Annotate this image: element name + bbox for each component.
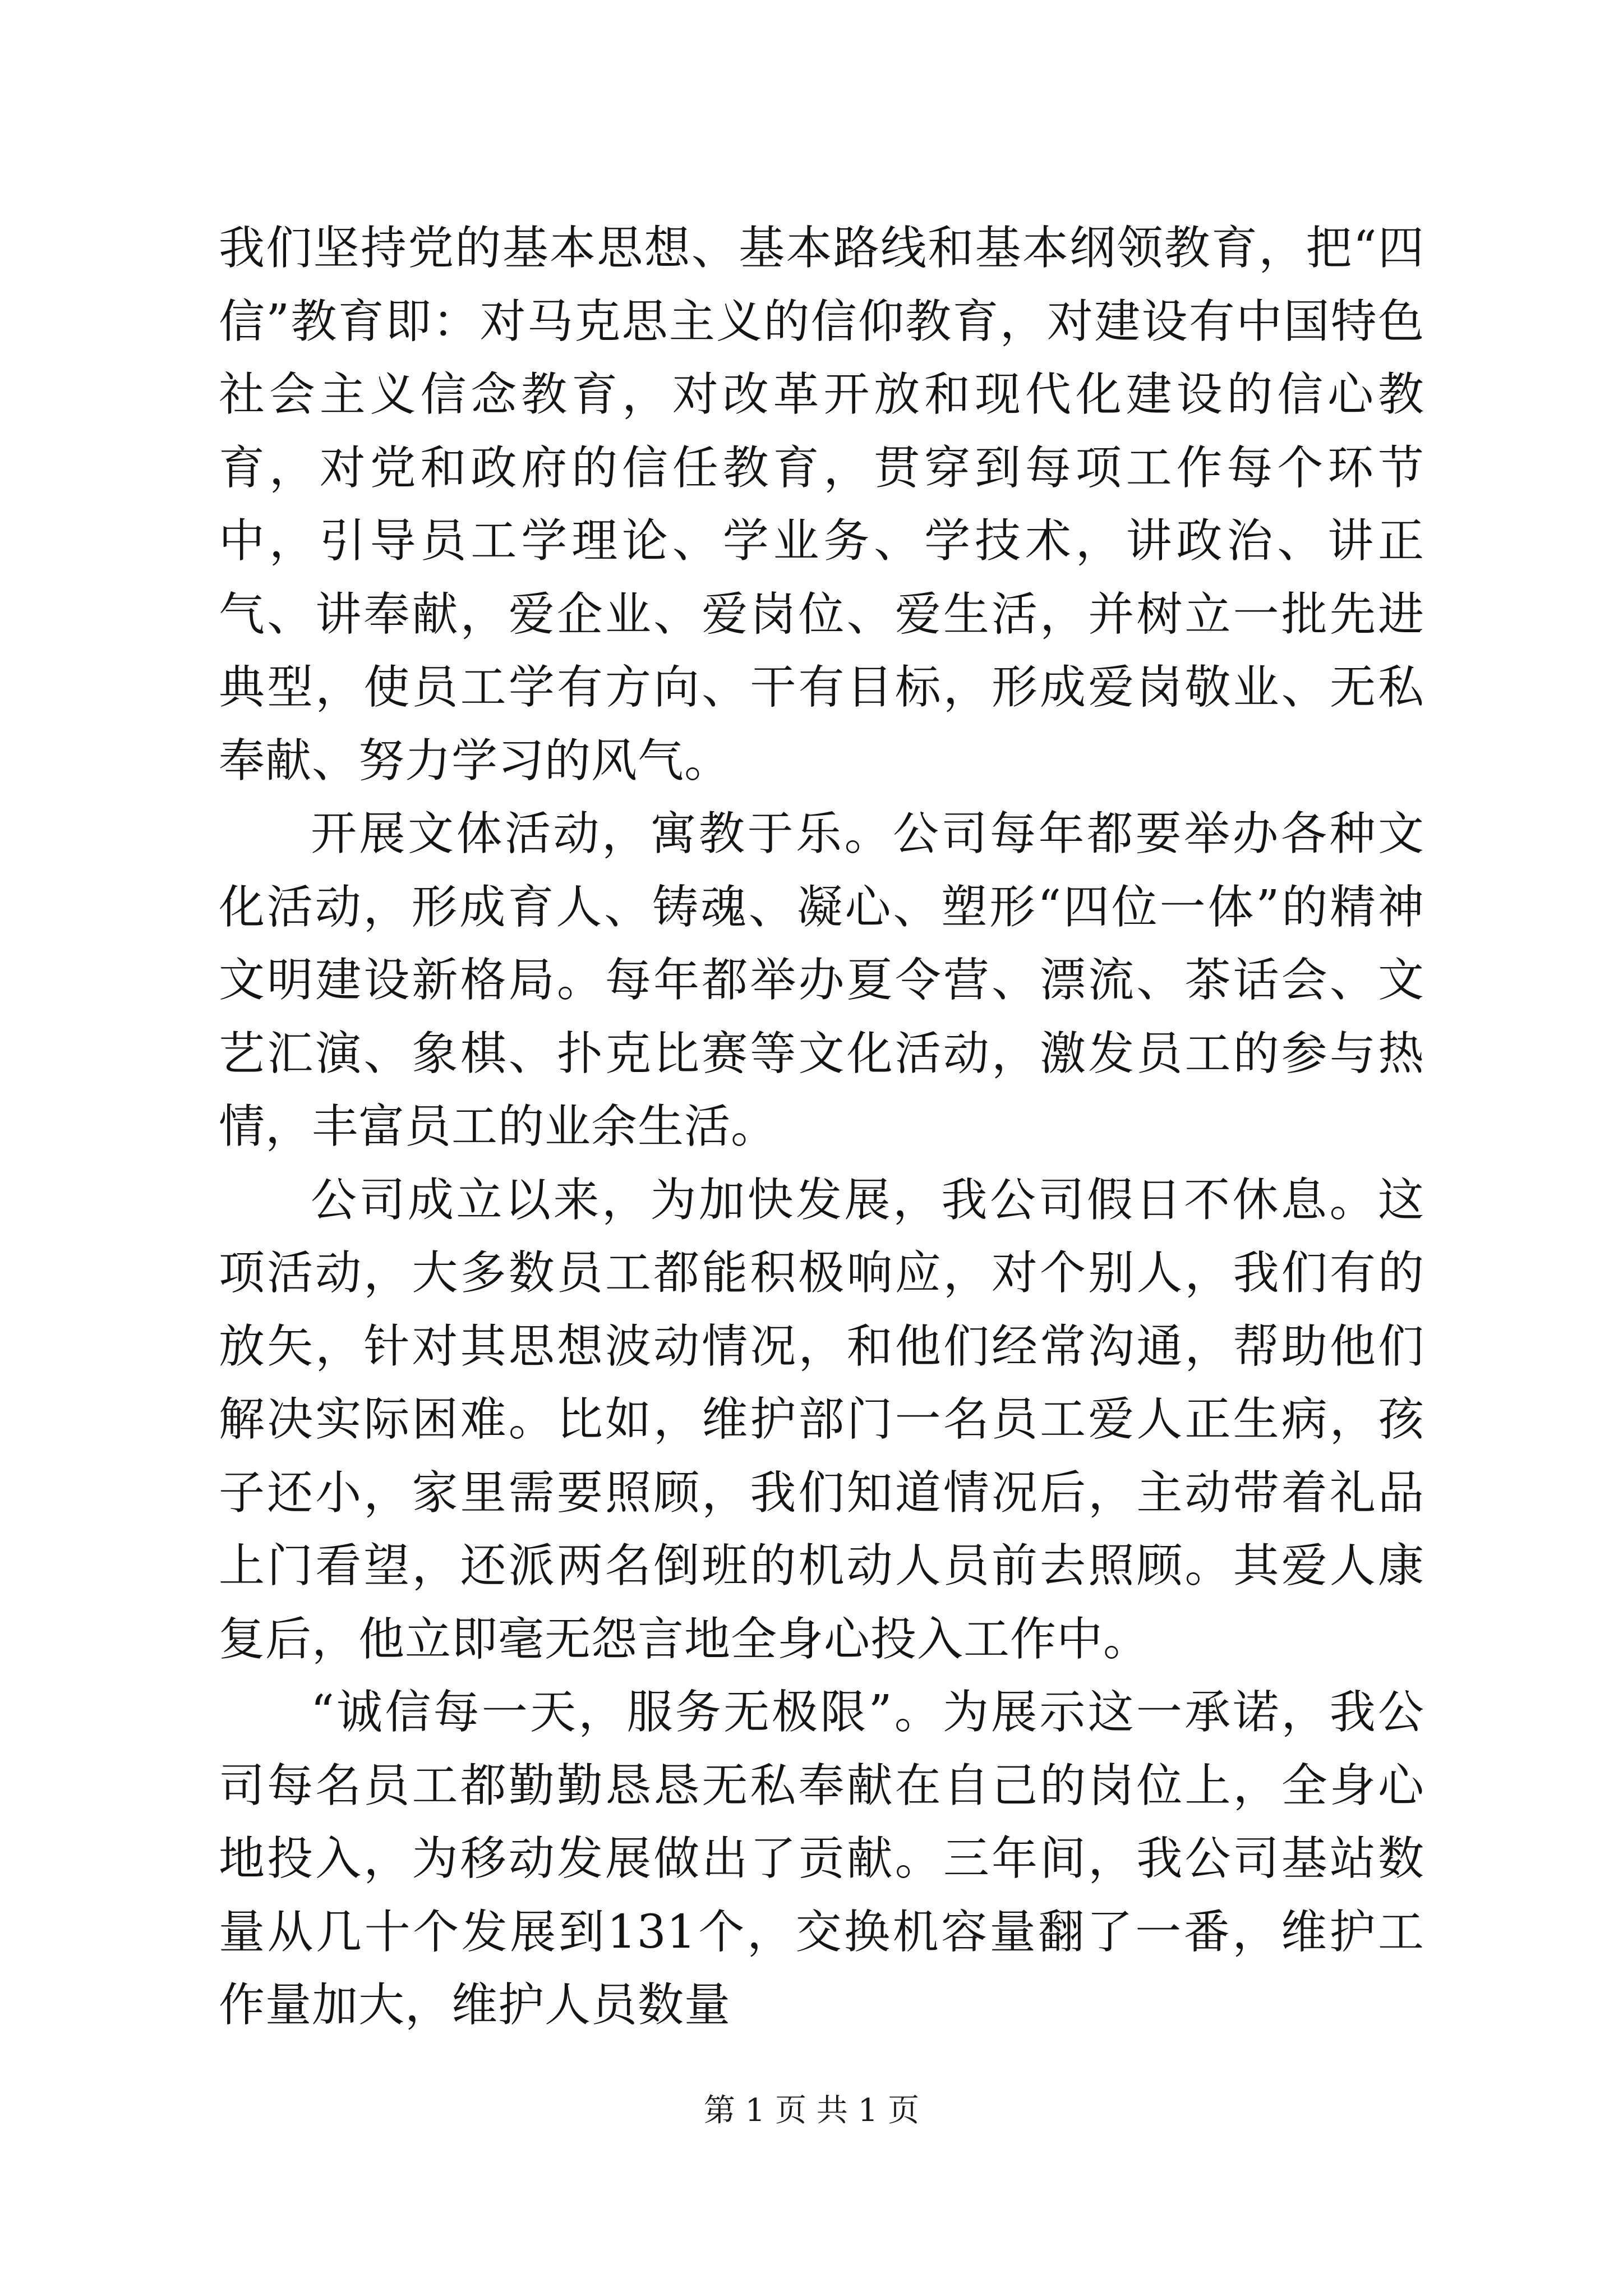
paragraph-cultural-activities: 开展文体活动，寓教于乐。公司每年都要举办各种文化活动，形成育人、铸魂、凝心、塑形“四位一体”的精神文明建设新格局。每年都举办夏令营、漂流、茶话会、文艺汇演、象棋、扑克比赛等文化活动，激发员工的参与热情，丰富员工的业余生活。 bbox=[219, 807, 1424, 1153]
paragraph-ideology-education: 我们坚持党的基本思想、基本路线和基本纲领教育，把“四信”教育即：对马克思主义的信仰教育，对建设有中国特色社会主义信念教育，对改革开放和现代化建设的信心教育，对党和政府的信任教育，贯穿到每项工作每个环节中，引导员工学理论、学业务、学技术，讲政治、讲正气、讲奉献，爱企业、爱岗位、爱生活，并树立一批先进典型，使员工学有方向、干有目标，形成爱岗敬业、无私奉献、努力学习的风气。 bbox=[219, 222, 1424, 788]
paragraph-integrity-service: “诚信每一天，服务无极限”。为展示这一承诺，我公司每名员工都勤勤恳恳无私奉献在自己的岗位上，全身心地投入，为移动发展做出了贡献。三年间，我公司基站数量从几十个发展到131个，交换机容量翻了一番，维护工作量加大，维护人员数量 bbox=[219, 1686, 1424, 2032]
page-number-footer: 第 1 页 共 1 页 bbox=[703, 2092, 920, 2129]
document-body bbox=[219, 212, 1424, 2042]
paragraph-holiday-work: 公司成立以来，为加快发展，我公司假日不休息。这项活动，大多数员工都能积极响应，对个别人，我们有的放矢，针对其思想波动情况，和他们经常沟通，帮助他们解决实际困难。比如，维护部门一名员工爱人正生病，孩子还小，家里需要照顾，我们知道情况后，主动带着礼品上门看望，还派两名倒班的机动人员前去照顾。其爱人康复后，他立即毫无怨言地全身心投入工作中。 bbox=[219, 1173, 1424, 1666]
